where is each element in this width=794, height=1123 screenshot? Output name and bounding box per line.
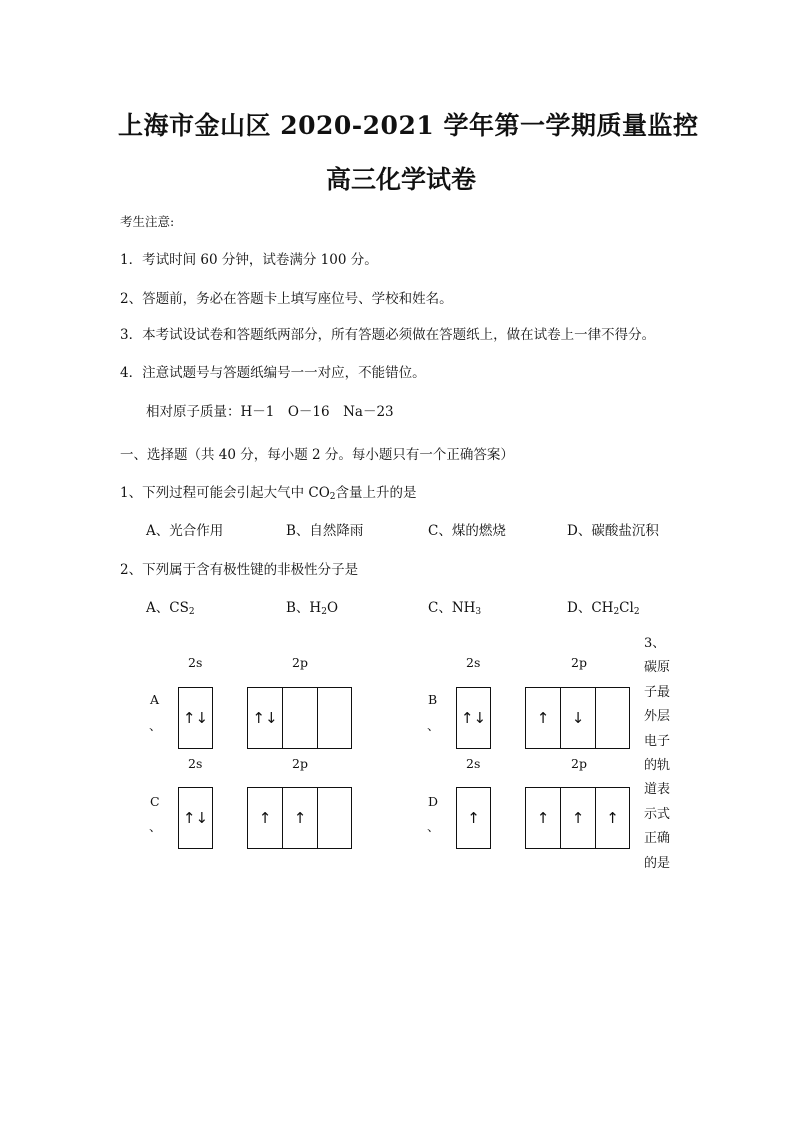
q3-b-2p-box <box>525 687 630 749</box>
q2-c-text: C、NH <box>428 600 476 616</box>
question-3-stem: 3、碳原子最外层电子的轨道表示式正确的是 <box>644 636 671 871</box>
q3-b-2p-orbital-2: ↓ <box>560 688 595 748</box>
q3-a-2p-orbital-2 <box>282 688 317 748</box>
q3-a-label-2s: 2s <box>188 655 203 670</box>
q3-c-label-2p: 2p <box>292 756 308 771</box>
question-1-stem <box>120 481 417 502</box>
q3-c-2s-electrons: ↑↓ <box>182 809 209 827</box>
q2-a-sub: 2 <box>188 607 195 617</box>
q3-d-label-2s: 2s <box>466 756 481 771</box>
exam-title: 上海市金山区 2020-2021 学年第一学期质量监控 <box>118 111 699 140</box>
q2-b-tail: O <box>326 600 339 616</box>
q2-a-text: A、CS <box>146 600 189 616</box>
q2-c-sub: 3 <box>475 607 482 617</box>
exam-subtitle: 高三化学试卷 <box>326 165 477 194</box>
q1-option-a: A、光合作用 <box>146 523 224 539</box>
notice-item-2: 2、答题前，务必在答题卡上填写座位号、学校和姓名。 <box>120 291 453 307</box>
notice-item-4: 4．注意试题号与答题纸编号一一对应，不能错位。 <box>120 365 426 381</box>
q3-b-label-2s: 2s <box>466 655 481 670</box>
q3-c-2p-orbital-3 <box>317 788 351 848</box>
question-2-stem: 2、下列属于含有极性键的非极性分子是 <box>120 562 359 578</box>
q3-d-2s-electrons: ↑ <box>467 809 480 827</box>
q3-d-2p-box <box>525 787 630 849</box>
q3-a-letter: A <box>150 692 160 707</box>
q2-d-sub2: 2 <box>633 607 640 617</box>
q2-option-b <box>286 596 338 617</box>
q1-option-d: D、碳酸盐沉积 <box>567 523 659 539</box>
q3-d-dot: 、 <box>427 819 440 834</box>
q3-b-label-2p: 2p <box>571 655 587 670</box>
q3-a-2s-box <box>178 687 213 749</box>
q2-option-c <box>428 596 481 617</box>
q2-d-sub: 2 <box>613 607 620 617</box>
q1-stem-text: 1、下列过程可能会引起大气中 CO <box>120 485 330 501</box>
q2-d-tail: Cl <box>619 600 634 616</box>
q3-b-2s-box <box>456 687 491 749</box>
q3-b-2p-orbital-1: ↑ <box>536 709 550 727</box>
q3-b-dot: 、 <box>427 718 440 733</box>
q3-a-dot: 、 <box>149 718 162 733</box>
q3-d-letter: D <box>428 794 439 809</box>
q3-b-2s-electrons: ↑↓ <box>460 709 487 727</box>
q3-a-2p-box <box>247 687 352 749</box>
q3-d-2p-orbital-3: ↑ <box>595 788 629 848</box>
section1-heading: 一、选择题（共 40 分，每小题 2 分。每小题只有一个正确答案） <box>120 447 514 463</box>
q2-b-sub: 2 <box>321 607 327 617</box>
notice-heading: 考生注意: <box>120 214 175 229</box>
q2-d-text: D、CH <box>567 600 614 616</box>
q3-d-2p-orbital-1: ↑ <box>536 809 550 827</box>
q1-option-c: C、煤的燃烧 <box>428 523 506 539</box>
q3-c-letter: C <box>150 794 160 809</box>
q1-stem-tail: 含量上升的是 <box>335 485 417 501</box>
q2-b-text: B、H <box>286 600 322 616</box>
notice-item-1: 1．考试时间 60 分钟，试卷满分 100 分。 <box>120 252 378 268</box>
q3-c-2s-box <box>178 787 213 849</box>
q3-c-dot: 、 <box>149 819 162 834</box>
q3-d-label-2p: 2p <box>571 756 587 771</box>
q3-a-label-2p: 2p <box>292 655 308 670</box>
q3-a-2p-orbital-3 <box>317 688 351 748</box>
q3-d-2s-box <box>456 787 491 849</box>
q3-c-2p-orbital-2: ↑ <box>282 788 317 848</box>
q3-b-2p-orbital-3 <box>595 688 629 748</box>
q3-a-2s-electrons: ↑↓ <box>182 709 209 727</box>
q3-c-2p-orbital-1: ↑ <box>258 809 272 827</box>
q3-b-letter: B <box>428 692 438 707</box>
q3-a-2p-orbital-1: ↑↓ <box>252 709 278 727</box>
q3-c-label-2s: 2s <box>188 756 203 771</box>
q3-c-2p-box <box>247 787 352 849</box>
atomic-mass-line: 相对原子质量：H－1 O－16 Na－23 <box>146 404 394 420</box>
q1-stem-subscript: 2 <box>329 492 336 502</box>
q3-d-2p-orbital-2: ↑ <box>560 788 595 848</box>
q2-option-d <box>567 596 640 617</box>
q2-option-a <box>146 596 195 617</box>
notice-item-3: 3．本考试设试卷和答题纸两部分，所有答题必须做在答题纸上，做在试卷上一律不得分。 <box>120 327 656 343</box>
q1-option-b: B、自然降雨 <box>286 523 364 539</box>
